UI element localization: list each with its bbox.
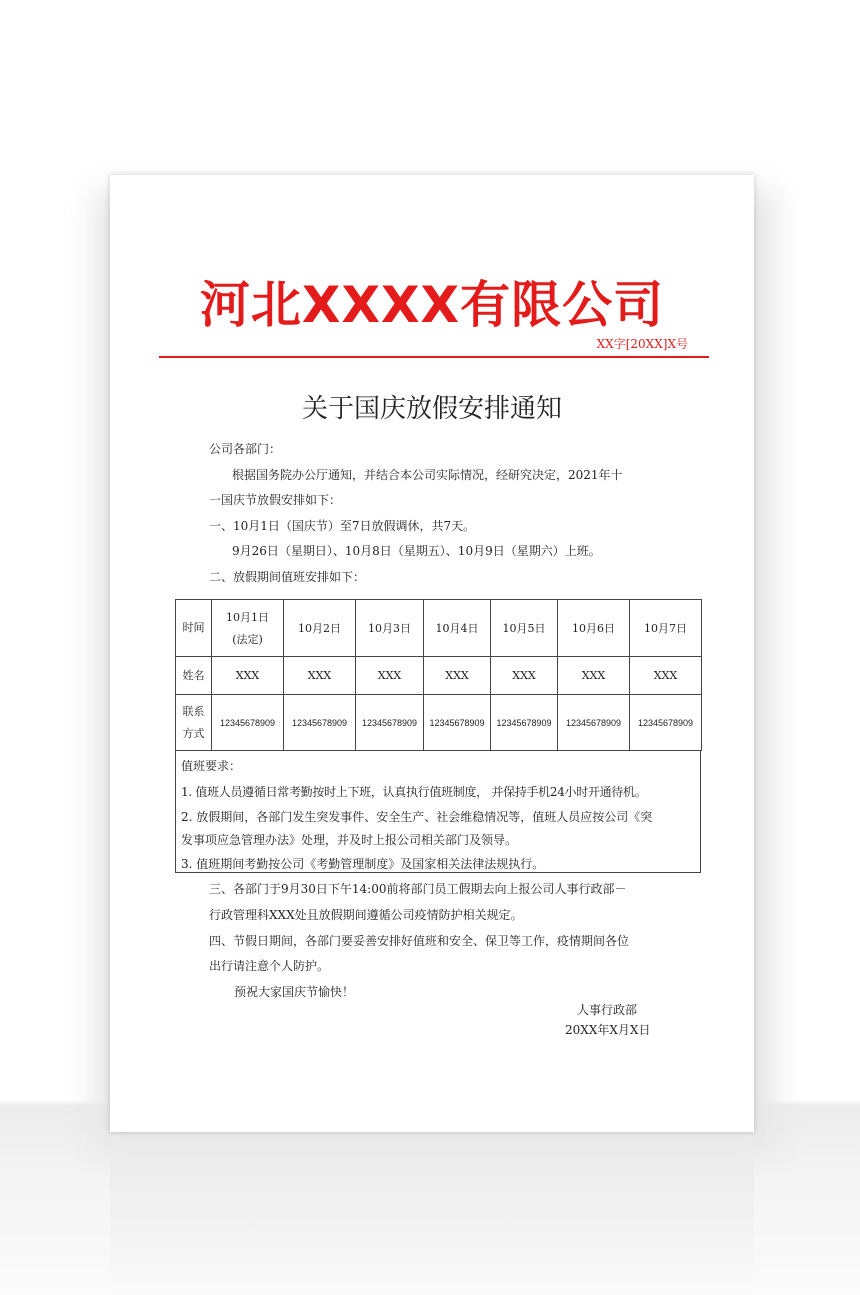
contact-label-line-1: 联系 [182,704,205,718]
name-cell: XXX [356,657,424,695]
requirement-3: 3. 值班期间考勤按公司《考勤管理制度》及国家相关法律法规执行。 [181,857,545,871]
phone-cell: 12345678909 [558,695,630,751]
table-row-contacts [176,695,702,751]
date-cell: 10月3日 [356,600,424,657]
item-1-note: 9月26日（星期日）、10月8日（星期五）、10月9日（星期六）上班。 [232,544,601,558]
item-1: 一、10月1日（国庆节）至7日放假调休，共7天。 [209,519,476,533]
intro-line-1: 根据国务院办公厅通知，并结合本公司实际情况，经研究决定，2021年十 [232,468,623,482]
document-number: XX字[20XX]X号 [596,337,688,351]
item-2: 二、放假期间值班安排如下： [209,570,366,584]
name-cell: XXX [212,657,284,695]
phone-cell: 12345678909 [356,695,424,751]
name-cell: XXX [558,657,630,695]
date-cell: 10月7日 [630,600,702,657]
date-cell [212,600,284,657]
date-cell-note: (法定) [232,633,263,646]
phone-cell: 12345678909 [212,695,284,751]
date-cell-text: 10月1日 [226,611,269,624]
table-row-dates [176,600,702,657]
duty-table [175,599,702,751]
phone-cell: 12345678909 [284,695,356,751]
table-row-names [176,657,702,695]
date-cell: 10月4日 [424,600,491,657]
item-4-line-2: 出行请注意个人防护。 [209,959,330,973]
signature-date: 20XX年X月X日 [565,1023,651,1037]
page-reflection [110,1135,754,1295]
greeting: 公司各部门： [209,442,282,456]
item-3-line-1: 三、各部门于9月30日下午14:00前将部门员工假期去向上报公司人事行政部－ [209,882,627,896]
contact-label-line-2: 方式 [182,726,205,740]
requirements-heading: 值班要求： [181,759,242,773]
closing-wish: 预祝大家国庆节愉快！ [234,985,355,999]
requirement-2a: 2. 放假期间，各部门发生突发事件、安全生产、社会维稳情况等，值班人员应按公司《突 [181,810,653,824]
requirements-box [175,751,701,873]
name-cell: XXX [491,657,558,695]
notice-title: 关于国庆放假安排通知 [301,394,562,424]
date-cell: 10月5日 [491,600,558,657]
name-cell: XXX [424,657,491,695]
item-4-line-1: 四、节假日期间，各部门要妥善安排好值班和安全、保卫等工作，疫情期间各位 [209,934,630,948]
name-cell: XXX [284,657,356,695]
date-cell: 10月6日 [558,600,630,657]
requirement-2b: 发事项应急管理办法》处理，并及时上报公司相关部门及领导。 [181,833,518,847]
item-3-line-2: 行政管理科XXX处且放假期间遵循公司疫情防护相关规定。 [209,908,523,922]
phone-cell: 12345678909 [424,695,491,751]
name-label: 姓名 [176,657,212,695]
contact-label [176,695,212,751]
phone-cell: 12345678909 [630,695,702,751]
name-cell: XXX [630,657,702,695]
header-divider [159,356,709,358]
phone-cell: 12345678909 [491,695,558,751]
intro-line-2: 一国庆节放假安排如下： [209,493,342,507]
notice-page [110,175,754,1132]
time-label: 时间 [176,600,212,657]
date-cell: 10月2日 [284,600,356,657]
signature-department: 人事行政部 [577,1003,638,1017]
requirement-1: 1. 值班人员遵循日常考勤按时上下班，认真执行值班制度， 并保持手机24小时开通待机。 [181,785,647,799]
company-name: 河北XXXX有限公司 [199,276,665,334]
